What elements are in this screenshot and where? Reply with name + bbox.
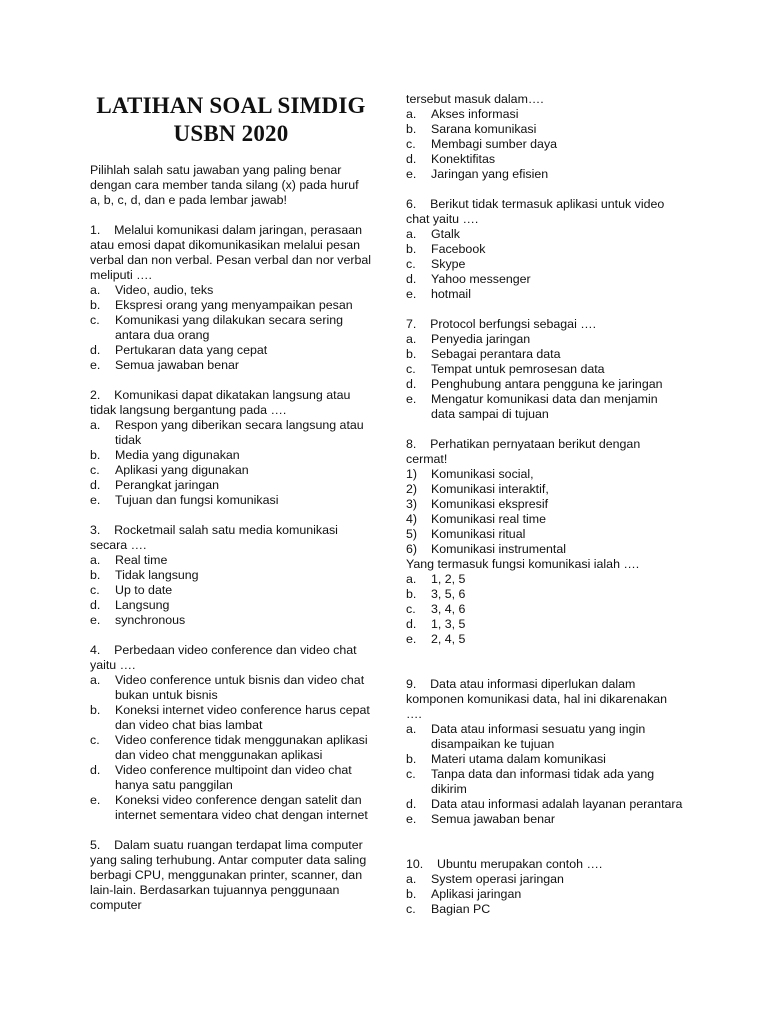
option-letter: b. <box>90 568 101 582</box>
statement-number: 4) <box>406 512 418 526</box>
option-letter: e. <box>406 632 417 646</box>
title-line-1: LATIHAN SOAL SIMDIG <box>96 93 366 118</box>
option-text: 1, 3, 5 <box>431 617 466 631</box>
option-c <box>406 602 684 617</box>
option-text: Up to date <box>115 583 173 597</box>
option-b <box>90 298 372 313</box>
question-8 <box>406 437 684 647</box>
option-e <box>90 493 372 508</box>
option-letter: b. <box>90 448 101 462</box>
option-letter: d. <box>406 152 417 166</box>
question-2 <box>90 388 372 508</box>
option-text: synchronous <box>115 613 186 627</box>
question-text: tersebut masuk dalam…. <box>406 92 544 106</box>
option-letter: b. <box>406 242 417 256</box>
question-4 <box>90 643 372 823</box>
question-9 <box>406 677 684 827</box>
option-text: Video conference tidak menggunakan aplikasi dan video chat menggunakan aplikasi <box>115 733 368 762</box>
question-5 <box>90 838 372 913</box>
option-text: System operasi jaringan <box>431 872 564 886</box>
option-c <box>406 257 684 272</box>
statement-item <box>406 467 684 482</box>
option-text: Aplikasi yang digunakan <box>115 463 249 477</box>
statement-text: Komunikasi ekspresif <box>431 497 549 511</box>
option-d <box>406 272 684 287</box>
option-text: Real time <box>115 553 168 567</box>
option-text: Ekspresi orang yang menyampaikan pesan <box>115 298 353 312</box>
question-text: 10. Ubuntu merupakan contoh …. <box>406 857 603 871</box>
option-a <box>406 872 684 887</box>
option-text: Koneksi video conference dengan satelit dan internet sementara video chat dengan internet <box>115 793 368 822</box>
option-text: Akses informasi <box>431 107 519 121</box>
option-b <box>406 587 684 602</box>
question-text: 4. Perbedaan video conference dan video chat yaitu …. <box>90 643 357 672</box>
option-b <box>90 703 372 733</box>
option-letter: a. <box>90 283 101 297</box>
option-letter: b. <box>90 298 101 312</box>
option-letter: d. <box>90 343 101 357</box>
option-b <box>90 568 372 583</box>
option-b <box>406 122 684 137</box>
option-a <box>90 418 372 448</box>
option-letter: c. <box>90 583 100 597</box>
option-letter: a. <box>90 673 101 687</box>
statement-item <box>406 512 684 527</box>
option-letter: a. <box>406 227 417 241</box>
option-letter: c. <box>90 313 100 327</box>
option-c <box>90 463 372 478</box>
option-text: Pertukaran data yang cepat <box>115 343 268 357</box>
option-letter: d. <box>90 598 101 612</box>
option-c <box>90 733 372 763</box>
option-c <box>406 902 684 917</box>
option-letter: c. <box>406 602 416 616</box>
option-text: Penyedia jaringan <box>431 332 531 346</box>
question-1 <box>90 223 372 373</box>
statement-item <box>406 482 684 497</box>
statement-number: 1) <box>406 467 418 481</box>
option-b <box>90 448 372 463</box>
option-text: Tempat untuk pemrosesan data <box>431 362 605 376</box>
option-letter: a. <box>406 332 417 346</box>
option-text: Materi utama dalam komunikasi <box>431 752 606 766</box>
option-text: Skype <box>431 257 466 271</box>
option-letter: d. <box>406 272 417 286</box>
statement-item <box>406 527 684 542</box>
option-letter: e. <box>406 287 417 301</box>
option-letter: a. <box>406 107 417 121</box>
question-text: 9. Data atau informasi diperlukan dalam komponen komunikasi data, hal ini dikarenakan …. <box>406 677 668 721</box>
option-letter: b. <box>406 347 417 361</box>
option-c <box>90 313 372 343</box>
document-title <box>90 92 372 148</box>
option-text: Komunikasi yang dilakukan secara sering antara dua orang <box>115 313 343 342</box>
option-e <box>406 392 684 422</box>
option-letter: d. <box>406 797 417 811</box>
option-letter: d. <box>90 478 101 492</box>
option-letter: e. <box>90 493 101 507</box>
option-text: Tidak langsung <box>115 568 199 582</box>
option-c <box>406 362 684 377</box>
option-letter: d. <box>406 617 417 631</box>
question-text: 2. Komunikasi dapat dikatakan langsung atau tidak langsung bergantung pada …. <box>90 388 351 417</box>
left-column <box>90 0 372 928</box>
question-text: 6. Berikut tidak termasuk aplikasi untuk video chat yaitu …. <box>406 197 665 226</box>
option-letter: b. <box>90 703 101 717</box>
option-a <box>90 283 372 298</box>
option-text: 2, 4, 5 <box>431 632 466 646</box>
option-letter: a. <box>406 572 417 586</box>
statement-text: Komunikasi real time <box>431 512 547 526</box>
question-5-continued <box>406 92 684 182</box>
option-text: Perangkat jaringan <box>115 478 220 492</box>
option-letter: b. <box>406 122 417 136</box>
option-e <box>406 167 684 182</box>
option-text: Sebagai perantara data <box>431 347 561 361</box>
option-letter: b. <box>406 887 417 901</box>
option-letter: a. <box>406 872 417 886</box>
option-text: Facebook <box>431 242 486 256</box>
option-d <box>406 377 684 392</box>
option-c <box>90 583 372 598</box>
question-text: 8. Perhatikan pernyataan berikut dengan cermat! <box>406 437 641 466</box>
option-text: Mengatur komunikasi data dan menjamin data sampai di tujuan <box>431 392 658 421</box>
option-text: Aplikasi jaringan <box>431 887 522 901</box>
question-text: 1. Melalui komunikasi dalam jaringan, perasaan atau emosi dapat dikomunikasikan melalui pesan verbal dan non verbal. Pesan verbal dan nor verbal meliputi …. <box>90 223 372 282</box>
option-c <box>406 137 684 152</box>
option-letter: e. <box>90 793 101 807</box>
option-letter: c. <box>90 733 100 747</box>
option-e <box>406 812 684 827</box>
option-letter: a. <box>406 722 417 736</box>
option-text: Tanpa data dan informasi tidak ada yang dikirim <box>431 767 655 796</box>
option-text: 3, 4, 6 <box>431 602 466 616</box>
option-e <box>406 632 684 647</box>
option-a <box>90 553 372 568</box>
option-a <box>406 572 684 587</box>
option-text: Semua jawaban benar <box>431 812 555 826</box>
option-text: Jaringan yang efisien <box>431 167 549 181</box>
option-d <box>406 797 684 812</box>
option-e <box>90 613 372 628</box>
option-a <box>406 722 684 752</box>
option-letter: e. <box>406 812 417 826</box>
option-text: Gtalk <box>431 227 460 241</box>
option-d <box>406 152 684 167</box>
question-7 <box>406 317 684 422</box>
option-letter: c. <box>406 137 416 151</box>
option-text: Tujuan dan fungsi komunikasi <box>115 493 279 507</box>
question-6 <box>406 197 684 302</box>
option-letter: e. <box>90 613 101 627</box>
option-e <box>406 287 684 302</box>
option-text: Video conference untuk bisnis dan video chat bukan untuk bisnis <box>115 673 365 702</box>
option-a <box>90 673 372 703</box>
statement-text: Komunikasi social, <box>431 467 534 481</box>
option-c <box>406 767 684 797</box>
option-letter: a. <box>90 418 101 432</box>
option-letter: d. <box>90 763 101 777</box>
option-d <box>90 343 372 358</box>
question-text: 3. Rocketmail salah satu media komunikasi secara …. <box>90 523 338 552</box>
statement-number: 2) <box>406 482 418 496</box>
option-d <box>90 598 372 613</box>
option-text: 3, 5, 6 <box>431 587 466 601</box>
option-letter: c. <box>90 463 100 477</box>
option-text: 1, 2, 5 <box>431 572 466 586</box>
question-text: 5. Dalam suatu ruangan terdapat lima computer yang saling terhubung. Antar computer data saling berbagi CPU, menggunakan printer, scanner, dan lain-lain. Berdasarkan tujuannya penggunaan computer <box>90 838 367 912</box>
question-10 <box>406 857 684 917</box>
option-text: Konektifitas <box>431 152 496 166</box>
option-text: Penghubung antara pengguna ke jaringan <box>431 377 663 391</box>
question-prompt: Yang termasuk fungsi komunikasi ialah …. <box>406 557 640 571</box>
option-b <box>406 242 684 257</box>
option-text: Yahoo messenger <box>431 272 531 286</box>
statement-item <box>406 497 684 512</box>
question-3 <box>90 523 372 628</box>
option-letter: b. <box>406 587 417 601</box>
option-letter: c. <box>406 902 416 916</box>
option-letter: c. <box>406 362 416 376</box>
question-text: 7. Protocol berfungsi sebagai …. <box>406 317 597 331</box>
option-letter: d. <box>406 377 417 391</box>
option-letter: e. <box>90 358 101 372</box>
option-b <box>406 887 684 902</box>
statement-text: Komunikasi instrumental <box>431 542 566 556</box>
statement-number: 5) <box>406 527 418 541</box>
option-text: Langsung <box>115 598 170 612</box>
option-text: Respon yang diberikan secara langsung atau tidak <box>115 418 364 447</box>
option-d <box>90 478 372 493</box>
option-text: Video conference multipoint dan video chat hanya satu panggilan <box>115 763 352 792</box>
statement-text: Komunikasi interaktif, <box>431 482 549 496</box>
option-text: Bagian PC <box>431 902 491 916</box>
option-d <box>406 617 684 632</box>
option-letter: e. <box>406 392 417 406</box>
title-line-2: USBN 2020 <box>173 121 289 146</box>
option-letter: b. <box>406 752 417 766</box>
option-d <box>90 763 372 793</box>
option-text: Sarana komunikasi <box>431 122 537 136</box>
option-a <box>406 227 684 242</box>
option-letter: c. <box>406 767 416 781</box>
option-a <box>406 332 684 347</box>
option-text: Media yang digunakan <box>115 448 240 462</box>
option-letter: c. <box>406 257 416 271</box>
statement-text: Komunikasi ritual <box>431 527 526 541</box>
option-letter: e. <box>406 167 417 181</box>
option-letter: a. <box>90 553 101 567</box>
option-text: Semua jawaban benar <box>115 358 239 372</box>
option-text: Video, audio, teks <box>115 283 214 297</box>
instructions: Pilihlah salah satu jawaban yang paling benar dengan cara member tanda silang (x) pada huruf a, b, c, d, dan e pada lembar jawab! <box>90 163 359 207</box>
option-a <box>406 107 684 122</box>
option-e <box>90 793 372 823</box>
option-b <box>406 347 684 362</box>
option-text: Membagi sumber daya <box>431 137 558 151</box>
option-text: Koneksi internet video conference harus cepat dan video chat bias lambat <box>115 703 370 732</box>
right-column <box>406 0 684 932</box>
option-e <box>90 358 372 373</box>
statement-number: 6) <box>406 542 418 556</box>
statement-item <box>406 542 684 557</box>
option-b <box>406 752 684 767</box>
option-text: Data atau informasi adalah layanan perantara <box>431 797 683 811</box>
statement-number: 3) <box>406 497 418 511</box>
option-text: hotmail <box>431 287 471 301</box>
option-text: Data atau informasi sesuatu yang ingin disampaikan ke tujuan <box>431 722 646 751</box>
